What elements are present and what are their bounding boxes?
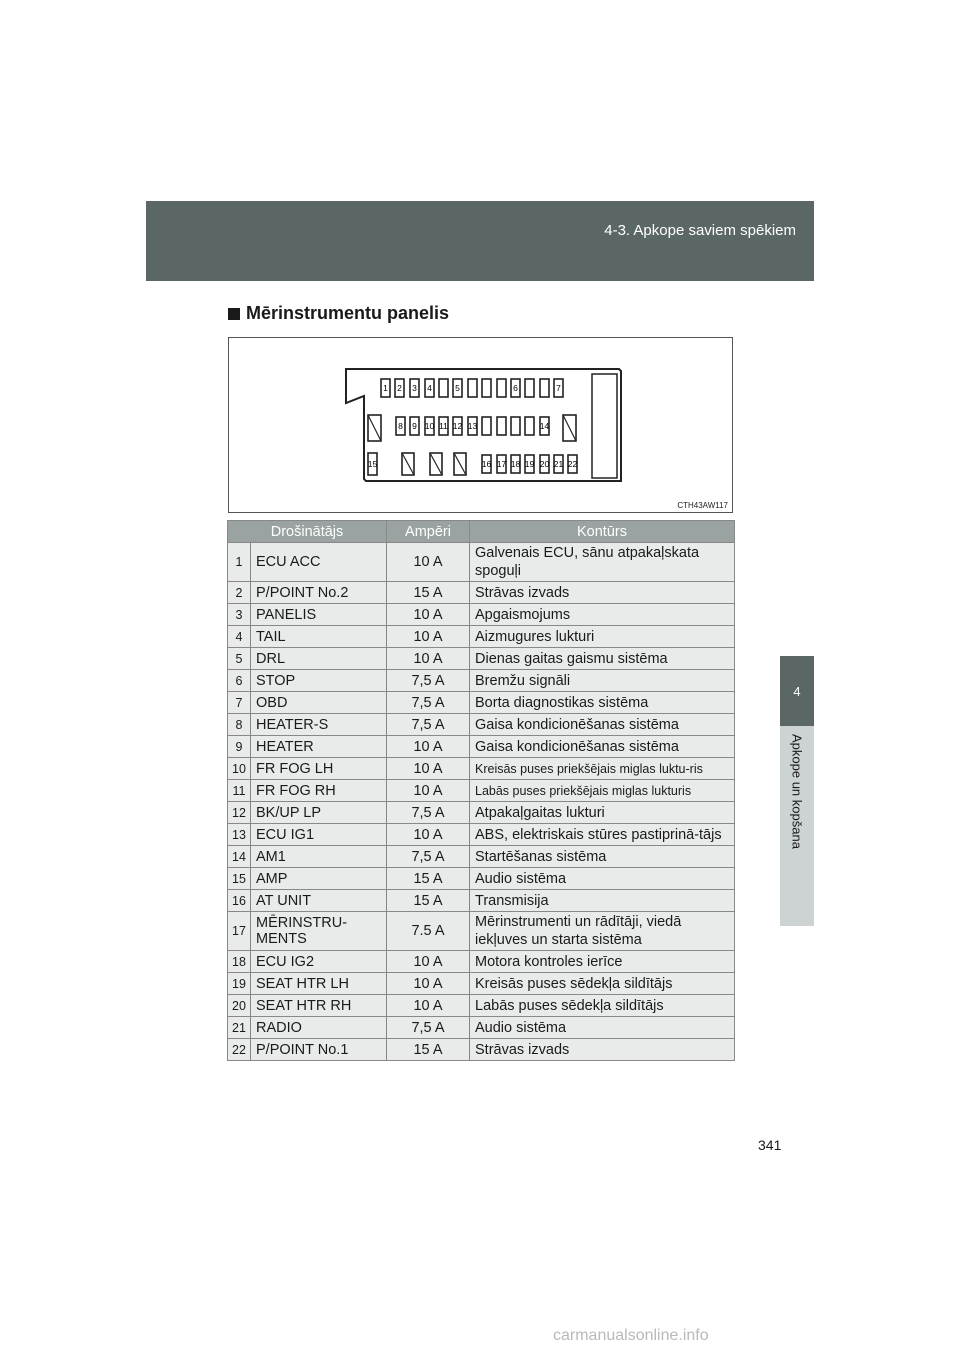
table-row xyxy=(228,758,735,780)
fuse-number-cell: 19 xyxy=(228,973,251,995)
fuse-slot xyxy=(540,417,550,435)
fuse-circuit-cell: Motora kontroles ierīce xyxy=(470,951,735,973)
fuse-number-label: 11 xyxy=(439,421,448,431)
fuse-number-label: 20 xyxy=(539,459,550,469)
fuse-name-cell: AT UNIT xyxy=(251,890,387,912)
table-row xyxy=(228,868,735,890)
fuse-circuit-cell: Apgaismojums xyxy=(470,604,735,626)
fuse-circuit-cell: Audio sistēma xyxy=(470,1017,735,1039)
relay-slot xyxy=(402,453,414,475)
fuse-slot xyxy=(525,379,534,397)
fuse-number-label: 14 xyxy=(539,421,550,431)
fuse-number-cell: 7 xyxy=(228,692,251,714)
col-header-amps: Ampēri xyxy=(387,521,470,543)
fuse-amp-cell: 7.5 A xyxy=(387,912,470,951)
fuse-slot xyxy=(482,379,491,397)
fuse-slot xyxy=(511,379,520,397)
fuse-name-cell: BK/UP LP xyxy=(251,802,387,824)
fuse-number-label: 10 xyxy=(424,421,435,431)
fuse-slot xyxy=(468,417,478,435)
fuse-amp-cell: 10 A xyxy=(387,973,470,995)
fuse-number-cell: 1 xyxy=(228,543,251,582)
fuse-number-cell: 8 xyxy=(228,714,251,736)
fuse-amp-cell: 10 A xyxy=(387,736,470,758)
fuse-amp-cell: 7,5 A xyxy=(387,670,470,692)
fuse-amp-cell: 7,5 A xyxy=(387,802,470,824)
fuse-circuit-cell: Labās puses priekšējais miglas lukturis xyxy=(470,780,735,802)
fuse-name-cell: MĒRINSTRU-MENTS xyxy=(251,912,387,951)
fuse-circuit-cell: Kreisās puses priekšējais miglas luktu-ris xyxy=(470,758,735,780)
fuse-amp-cell: 10 A xyxy=(387,626,470,648)
fuse-number-cell: 11 xyxy=(228,780,251,802)
table-row xyxy=(228,626,735,648)
fuse-amp-cell: 10 A xyxy=(387,758,470,780)
fuse-circuit-cell: Galvenais ECU, sānu atpakaļskata spoguļi xyxy=(470,543,735,582)
fuse-circuit-cell: Transmisija xyxy=(470,890,735,912)
fuse-slot xyxy=(497,455,507,473)
fuse-circuit-cell: Audio sistēma xyxy=(470,868,735,890)
table-row xyxy=(228,736,735,758)
fuse-amp-cell: 15 A xyxy=(387,1039,470,1061)
fuse-circuit-cell: Aizmugures lukturi xyxy=(470,626,735,648)
fuse-name-cell: STOP xyxy=(251,670,387,692)
fuse-slot xyxy=(525,417,534,435)
fuse-name-cell: P/POINT No.1 xyxy=(251,1039,387,1061)
fuse-slot xyxy=(410,417,419,435)
fuse-number-label: 3 xyxy=(412,383,417,393)
fuse-number-label: 7 xyxy=(556,383,561,393)
fuse-slot xyxy=(540,379,549,397)
fuse-name-cell: ECU IG1 xyxy=(251,824,387,846)
fuse-number-cell: 17 xyxy=(228,912,251,951)
table-row xyxy=(228,648,735,670)
relay-slot xyxy=(368,415,381,441)
fuse-name-cell: ECU ACC xyxy=(251,543,387,582)
fuse-circuit-cell: Kreisās puses sēdekļa sildītājs xyxy=(470,973,735,995)
chapter-tab xyxy=(780,656,814,726)
fuse-number-label: 8 xyxy=(398,421,403,431)
fuse-amp-cell: 10 A xyxy=(387,951,470,973)
fuse-name-cell: P/POINT No.2 xyxy=(251,582,387,604)
fuse-slot xyxy=(410,379,419,397)
fuse-slot xyxy=(540,455,550,473)
fuse-slot xyxy=(511,455,521,473)
table-row xyxy=(228,912,735,951)
table-row xyxy=(228,714,735,736)
fuse-name-cell: RADIO xyxy=(251,1017,387,1039)
fuse-number-cell: 15 xyxy=(228,868,251,890)
fuse-slot xyxy=(482,417,491,435)
fuse-amp-cell: 10 A xyxy=(387,543,470,582)
chapter-label: Apkope un kopšana xyxy=(789,734,805,849)
fuse-name-cell: AMP xyxy=(251,868,387,890)
fuse-number-label: 5 xyxy=(455,383,460,393)
watermark: carmanualsonline.info xyxy=(553,1327,709,1344)
fuse-number-label: 19 xyxy=(524,459,535,469)
fuse-number-label: 4 xyxy=(427,383,432,393)
fuse-name-cell: SEAT HTR RH xyxy=(251,995,387,1017)
fuse-slot xyxy=(497,417,506,435)
fuse-name-cell: OBD xyxy=(251,692,387,714)
table-row xyxy=(228,824,735,846)
fuse-name-cell: DRL xyxy=(251,648,387,670)
fuse-box-diagram xyxy=(229,338,732,512)
col-header-fuse: Drošinātājs xyxy=(228,521,387,543)
fuse-circuit-cell: Startēšanas sistēma xyxy=(470,846,735,868)
bullet-square-icon xyxy=(228,308,240,320)
fuse-circuit-cell: Gaisa kondicionēšanas sistēma xyxy=(470,736,735,758)
fuse-slot xyxy=(439,417,448,435)
fuse-number-cell: 14 xyxy=(228,846,251,868)
fuse-number-label: 6 xyxy=(513,383,518,393)
table-row xyxy=(228,780,735,802)
fuse-amp-cell: 10 A xyxy=(387,604,470,626)
fuse-name-cell: ECU IG2 xyxy=(251,951,387,973)
fuse-slot xyxy=(425,417,435,435)
table-row xyxy=(228,670,735,692)
fuse-slot xyxy=(482,455,492,473)
fuse-circuit-cell: Dienas gaitas gaismu sistēma xyxy=(470,648,735,670)
fuse-number-label: 16 xyxy=(481,459,492,469)
section-title xyxy=(228,303,449,324)
fuse-amp-cell: 10 A xyxy=(387,780,470,802)
fuse-amp-cell: 7,5 A xyxy=(387,846,470,868)
fuse-number-cell: 4 xyxy=(228,626,251,648)
section-title-text: Mērinstrumentu panelis xyxy=(246,303,450,323)
fuse-circuit-cell: Bremžu signāli xyxy=(470,670,735,692)
table-row xyxy=(228,973,735,995)
fuse-amp-cell: 15 A xyxy=(387,890,470,912)
fuse-number-label: 2 xyxy=(397,383,402,393)
fuse-slot xyxy=(497,379,506,397)
fuse-number-cell: 22 xyxy=(228,1039,251,1061)
fuse-number-label: 17 xyxy=(496,459,507,469)
fuse-number-cell: 3 xyxy=(228,604,251,626)
fuse-number-cell: 10 xyxy=(228,758,251,780)
fuse-name-cell: HEATER-S xyxy=(251,714,387,736)
fuse-amp-cell: 10 A xyxy=(387,995,470,1017)
fuse-slot xyxy=(554,379,563,397)
fuse-amp-cell: 15 A xyxy=(387,582,470,604)
table-row xyxy=(228,951,735,973)
fuse-slot xyxy=(381,379,390,397)
header-band xyxy=(146,201,814,281)
fuse-amp-cell: 10 A xyxy=(387,648,470,670)
table-row xyxy=(228,582,735,604)
table-row xyxy=(228,692,735,714)
chapter-number: 4 xyxy=(793,683,801,699)
fuse-number-cell: 12 xyxy=(228,802,251,824)
fuse-table-body xyxy=(228,543,735,1061)
fuse-amp-cell: 15 A xyxy=(387,868,470,890)
table-header-row xyxy=(228,521,735,543)
fuse-number-label: 1 xyxy=(383,383,388,393)
figure-code: CTH43AW117 xyxy=(677,501,728,510)
fuse-circuit-cell: Mērinstrumenti un rādītāji, viedā iekļuves un starta sistēma xyxy=(470,912,735,951)
fuse-name-cell: PANELIS xyxy=(251,604,387,626)
fuse-number-label: 12 xyxy=(452,421,463,431)
fuse-number-cell: 5 xyxy=(228,648,251,670)
section-header: 4-3. Apkope saviem spēkiem xyxy=(604,222,796,239)
fuse-circuit-cell: Labās puses sēdekļa sildītājs xyxy=(470,995,735,1017)
fuse-name-cell: TAIL xyxy=(251,626,387,648)
fuse-circuit-cell: Strāvas izvads xyxy=(470,1039,735,1061)
table-row xyxy=(228,890,735,912)
fuse-number-cell: 20 xyxy=(228,995,251,1017)
fuse-slot xyxy=(453,379,462,397)
page-number: 341 xyxy=(758,1137,782,1153)
fuse-box-figure xyxy=(228,337,733,513)
fuse-slot xyxy=(468,379,477,397)
fuse-name-cell: SEAT HTR LH xyxy=(251,973,387,995)
fuse-table xyxy=(227,520,735,1061)
fuse-circuit-cell: Atpakaļgaitas lukturi xyxy=(470,802,735,824)
fuse-number-cell: 6 xyxy=(228,670,251,692)
relay-slot xyxy=(430,453,442,475)
col-header-circuit: Kontūrs xyxy=(470,521,735,543)
fuse-number-label: 15 xyxy=(367,459,378,469)
fuse-slot xyxy=(554,455,564,473)
table-row xyxy=(228,543,735,582)
fuse-name-cell: AM1 xyxy=(251,846,387,868)
fuse-slot xyxy=(425,379,434,397)
fuse-slot xyxy=(568,455,578,473)
table-row xyxy=(228,995,735,1017)
fuse-number-cell: 21 xyxy=(228,1017,251,1039)
table-row xyxy=(228,604,735,626)
fuse-slot xyxy=(511,417,520,435)
table-row xyxy=(228,802,735,824)
fuse-slot xyxy=(453,417,463,435)
fuse-number-label: 18 xyxy=(510,459,521,469)
fuse-amp-cell: 7,5 A xyxy=(387,714,470,736)
fuse-number-label: 9 xyxy=(412,421,417,431)
fuse-number-cell: 9 xyxy=(228,736,251,758)
table-row xyxy=(228,1039,735,1061)
fuse-number-label: 13 xyxy=(467,421,478,431)
fuse-circuit-cell: Borta diagnostikas sistēma xyxy=(470,692,735,714)
fuse-number-cell: 16 xyxy=(228,890,251,912)
fuse-circuit-cell: Strāvas izvads xyxy=(470,582,735,604)
fuse-slot xyxy=(525,455,535,473)
table-row xyxy=(228,846,735,868)
fuse-slot xyxy=(439,379,448,397)
fuse-amp-cell: 7,5 A xyxy=(387,1017,470,1039)
fuse-amp-cell: 10 A xyxy=(387,824,470,846)
fuse-number-cell: 13 xyxy=(228,824,251,846)
fuse-circuit-cell: ABS, elektriskais stūres pastiprinā-tājs xyxy=(470,824,735,846)
relay-slot xyxy=(563,415,576,441)
fuse-box-cover xyxy=(592,374,617,478)
fuse-amp-cell: 7,5 A xyxy=(387,692,470,714)
relay-slot xyxy=(454,453,466,475)
fuse-number-cell: 18 xyxy=(228,951,251,973)
fuse-circuit-cell: Gaisa kondicionēšanas sistēma xyxy=(470,714,735,736)
fuse-slot xyxy=(395,379,404,397)
fuse-slot xyxy=(396,417,405,435)
fuse-number-label: 21 xyxy=(553,459,564,469)
fuse-name-cell: FR FOG RH xyxy=(251,780,387,802)
fuse-name-cell: HEATER xyxy=(251,736,387,758)
fuse-number-label: 22 xyxy=(567,459,578,469)
fuse-slot xyxy=(368,453,378,475)
fuse-number-cell: 2 xyxy=(228,582,251,604)
fuse-name-cell: FR FOG LH xyxy=(251,758,387,780)
table-row xyxy=(228,1017,735,1039)
